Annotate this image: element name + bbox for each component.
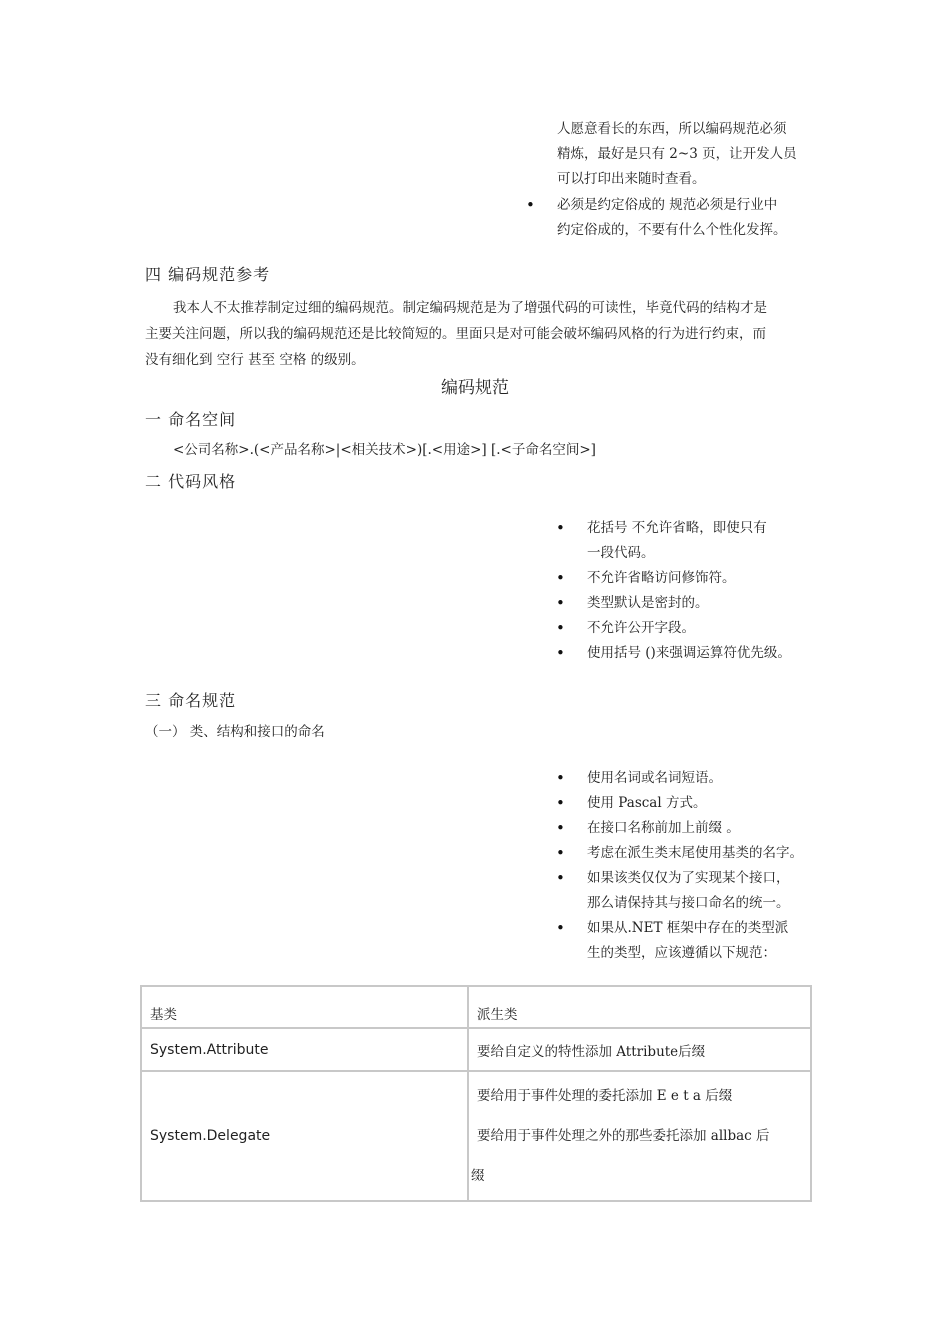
text-line: • 必须是约定俗成的 规范必须是行业中 (557, 197, 778, 213)
section-heading: 一 命名空间 (145, 410, 237, 429)
text-line: • 使用括号 ()来强调运算符优先级。 (587, 645, 791, 661)
code-style-list (556, 516, 856, 666)
text-line: 要给用于事件处理之外的那些委托添加 allbac 后 (477, 1128, 770, 1144)
text-line: 要给自定义的特性添加 Attribute后缀 (477, 1043, 706, 1060)
text-line: 我本人不太推荐制定过细的编码规范。制定编码规范是为了增强代码的可读性，毕竟代码的结构才是 (173, 300, 767, 316)
list-item (556, 841, 856, 866)
list-item (526, 193, 826, 243)
list-item (556, 616, 856, 641)
list-item (556, 566, 856, 591)
text-line: 要给用于事件处理的委托添加 E e t a 后缀 (477, 1088, 733, 1104)
text-line: • 如果该类仅仅为了实现某个接口， (587, 870, 790, 886)
text-line: 一段代码。 (587, 545, 655, 561)
text-line: 精炼，最好是只有 2~3 页，让开发人员 (557, 146, 797, 162)
text-line: 生的类型，应该遵循以下规范： (587, 945, 776, 961)
text-line: • 使用 Pascal 方式。 (587, 795, 707, 811)
section-heading: 二 代码风格 (145, 472, 237, 491)
sub-heading: （一） 类、结构和接口的命名 (145, 724, 325, 740)
text-line: • 不允许省略访问修饰符。 (587, 570, 736, 586)
text-line: • 考虑在派生类末尾使用基类的名字。 (587, 845, 803, 861)
list-item (556, 591, 856, 616)
list-item (556, 816, 856, 841)
text-line: • 如果从.NET 框架中存在的类型派 (587, 920, 789, 936)
section-heading: 三 命名规范 (145, 691, 237, 710)
text-line: 可以打印出来随时查看。 (557, 171, 706, 187)
text-line: 主要关注问题，所以我的编码规范还是比较简短的。里面只是对可能会破坏编码风格的行为进行约束，而 (145, 326, 766, 342)
text-line: 约定俗成的，不要有什么个性化发挥。 (557, 222, 787, 238)
text-line: • 不允许公开字段。 (587, 620, 695, 636)
table-row (141, 1028, 811, 1071)
text-line: 人愿意看长的东西，所以编码规范必须 (557, 121, 787, 137)
list-item (556, 866, 856, 916)
list-item (556, 916, 856, 966)
text-line: • 在接口名称前加上前缀 。 (587, 820, 740, 836)
base-class-cell: System.Attribute (141, 1028, 468, 1071)
list-item (556, 516, 856, 566)
naming-list (556, 766, 856, 966)
base-derived-table (140, 985, 812, 1202)
namespace-pattern: <公司名称>.(<产品名称>|<相关技术>)[.<用途>] [.<子命名空间>] (173, 442, 596, 458)
top-bullet-list (526, 193, 826, 243)
intro-paragraph (145, 295, 825, 373)
text-line: • 使用名词或名词短语。 (587, 770, 722, 786)
base-class-cell: System.Delegate (141, 1071, 468, 1201)
top-continuation (557, 117, 797, 192)
table-header-row (141, 986, 811, 1028)
table-header-cell: 基类 (141, 986, 468, 1028)
table-row (141, 1071, 811, 1201)
list-item (556, 791, 856, 816)
document-title: 编码规范 (441, 378, 509, 398)
text-line: • 类型默认是密封的。 (587, 595, 709, 611)
list-item (556, 641, 856, 666)
text-line: 那么请保持其与接口命名的统一。 (587, 895, 790, 911)
text-line: 缀 (471, 1168, 485, 1184)
derived-class-cell (468, 1071, 811, 1201)
list-item (556, 766, 856, 791)
text-line: • 花括号 不允许省略，即使只有 (587, 520, 767, 536)
derived-class-cell (468, 1028, 811, 1071)
table-header-cell: 派生类 (468, 986, 811, 1028)
section-heading: 四 编码规范参考 (145, 265, 271, 284)
text-line: 没有细化到 空行 甚至 空格 的级别。 (145, 352, 365, 368)
